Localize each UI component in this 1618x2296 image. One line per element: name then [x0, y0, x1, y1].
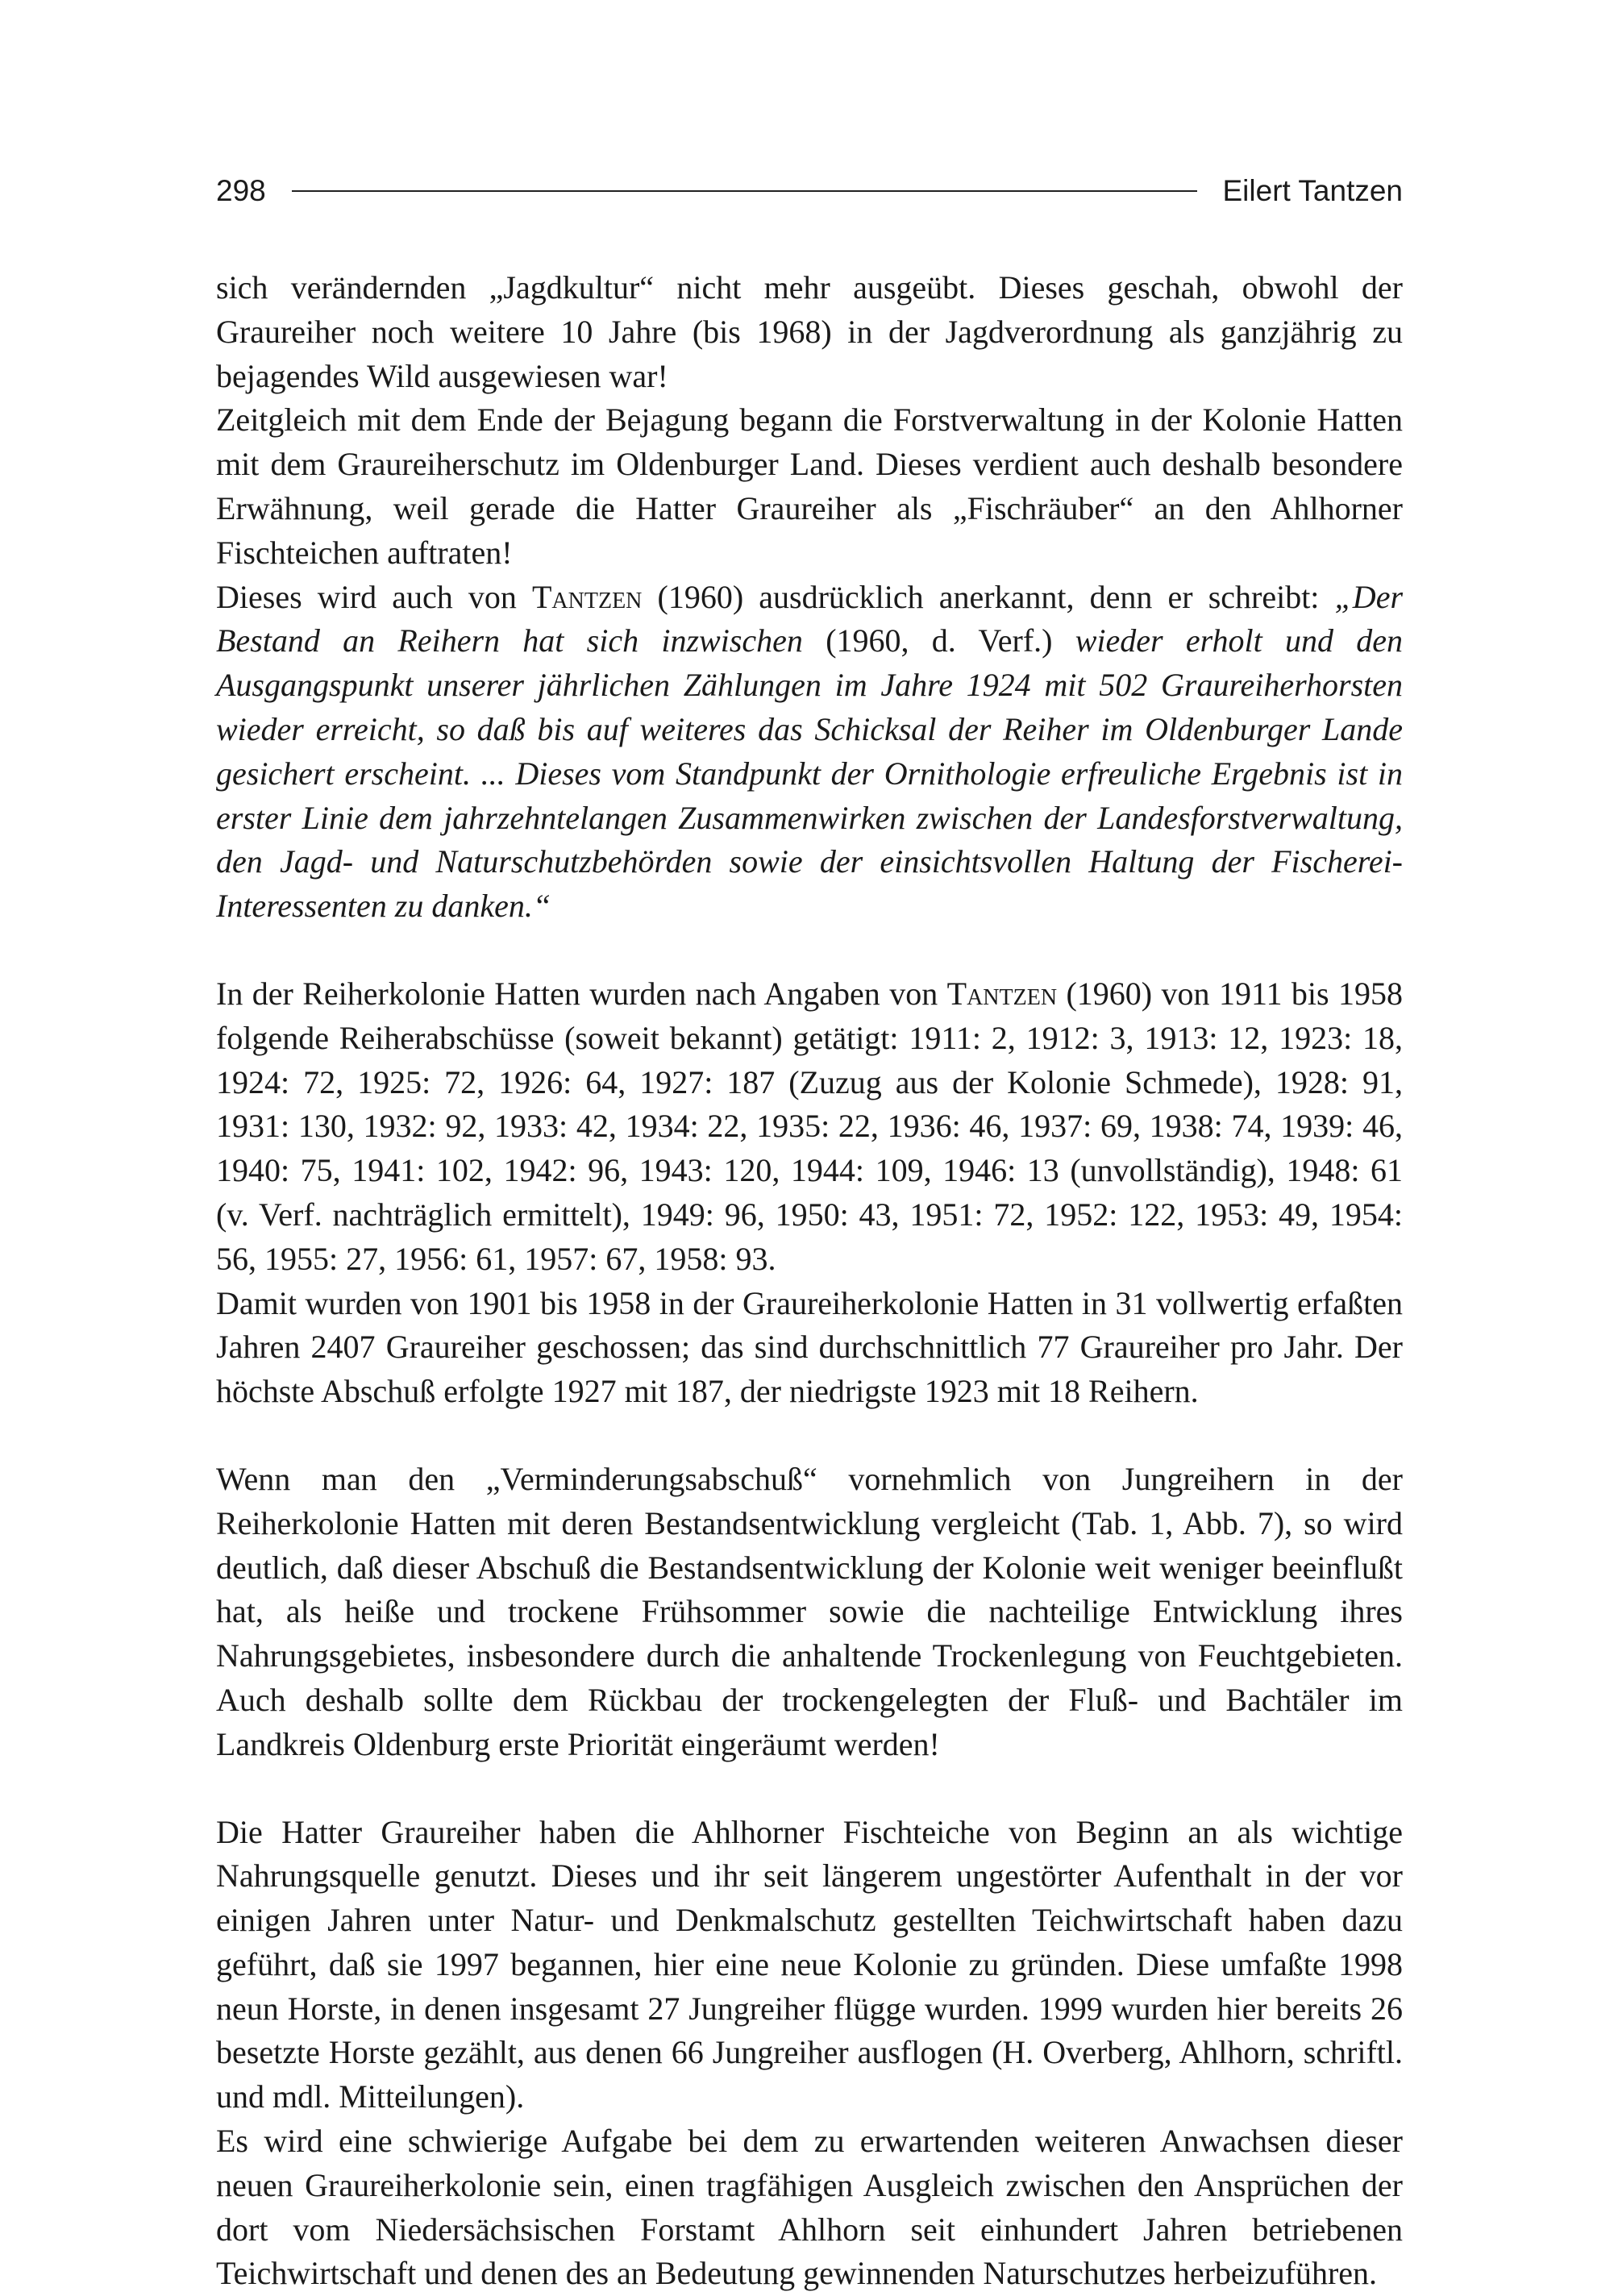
paragraph-2: Zeitgleich mit dem Ende der Bejagung begann die Forstverwaltung in der Kolonie Hatten mit dem Graureiherschutz im Oldenburger Land. Dieses verdient auch deshalb besondere Erwähnung, weil gerade die Hatter Graureiher als „Fischräuber“ an den Ahlhorner Fischteichen auftraten! — [216, 401, 1403, 571]
quote-part-2: wieder erholt und den Ausgangspunkt unserer jährlichen Zählungen im Jahre 1924 mit 502 Graureiherhorsten wieder erreicht, so daß bis auf weiteres das Schicksal der Reiher im Oldenburger Lande gesichert erscheint. ... Dieses vom Standpunkt der Ornithologie erfreuliche Ergebnis ist in erster Linie dem jahrzehntelangen Zusammenwirken zwischen der Landesforstverwaltung, den Jagd- und Naturschutzbehörden sowie der einsichtsvollen Haltung der Fischerei-Interessenten zu danken.“ — [216, 622, 1403, 925]
p3-text-b: (1960) ausdrücklich anerkannt, denn er schreibt: — [642, 578, 1335, 615]
running-title: Eilert Tantzen — [1222, 174, 1403, 207]
paragraph-4 — [216, 972, 1403, 1282]
running-header — [216, 171, 1403, 211]
p4-text-a: In der Reiherkolonie Hatten wurden nach Angaben von — [216, 975, 947, 1012]
header-rule — [292, 190, 1197, 192]
paragraph-8: Es wird eine schwierige Aufgabe bei dem zu erwartenden weiteren Anwachsen dieser neuen Graureiherkolonie sein, einen tragfähigen Ausgleich zwischen den Ansprüchen der dort vom Niedersächsischen Forstamt Ahlhorn seit einhundert Jahren betriebenen Teichwirtschaft und denen des an Bedeutung gewinnenden Naturschutzes herbeizuführen. — [216, 2123, 1403, 2292]
quote-part-1: „Der Bestand an Reihern hat sich inzwischen — [216, 578, 1404, 659]
author-name: Tantzen — [946, 975, 1058, 1012]
p3-text-a: Dieses wird auch von — [216, 578, 532, 615]
p4-text-b: (1960) von 1911 bis 1958 folgende Reiherabschüsse (soweit bekannt) getätigt: 1911: 2, 1912: 3, 1913: 12, 1923: 18, 1924: 72, 1925: 72, 1926: 64, 1927: 187 (Zuzug aus der Kolonie Schmede), 1928: 91, 1931: 130, 1932: 92, 1933: 42, 1934: 22, 1935: 22, 1936: 46, 1937: 69, 1938: 74, 1939: 46, 1940: 75, 1941: 102, 1942: 96, 1943: 120, 1944: 109, 1946: 13 (unvollständig), 1948: 61 (v. Verf. nachträglich ermittelt), 1949: 96, 1950: 43, 1951: 72, 1952: 122, 1953: 49, 1954: 56, 1955: 27, 1956: 61, 1957: 67, 1958: 93. — [216, 975, 1403, 1277]
paragraph-1: sich verändernden „Jagdkultur“ nicht mehr ausgeübt. Dieses geschah, obwohl der Graureiher noch weitere 10 Jahre (bis 1968) in der Jagdverordnung als ganzjährig zu bejagendes Wild ausgewiesen war! — [216, 269, 1403, 394]
paragraph-7: Die Hatter Graureiher haben die Ahlhorner Fischteiche von Beginn an als wichtige Nahrungsquelle genutzt. Dieses und ihr seit längerem ungestörter Aufenthalt in der vor einigen Jahren unter Natur- und Denkmalschutz gestellten Teichwirtschaft haben dazu geführt, daß sie 1997 begannen, hier eine neue Kolonie zu gründen. Diese umfaßte 1998 neun Horste, in denen insgesamt 27 Jungreiher flügge wurden. 1999 wurden hier bereits 26 besetzte Horste gezählt, aus denen 66 Jungreiher ausflogen (H. Overberg, Ahlhorn, schriftl. und mdl. Mitteilungen). — [216, 1813, 1403, 2115]
paragraph-5: Damit wurden von 1901 bis 1958 in der Graureiherkolonie Hatten in 31 vollwertig erfaßten Jahren 2407 Graureiher geschossen; das sind durchschnittlich 77 Graureiher pro Jahr. Der höchste Abschuß erfolgte 1927 mit 187, der niedrigste 1923 mit 18 Reihern. — [216, 1284, 1403, 1410]
author-name: Tantzen — [531, 578, 643, 615]
paragraph-6: Wenn man den „Verminderungsabschuß“ vornehmlich von Jungreihern in der Reiherkolonie Hatten mit deren Bestandsentwicklung vergleicht (Tab. 1, Abb. 7), so wird deutlich, daß dieser Abschuß die Bestandsentwicklung der Kolonie weit weniger beeinflußt hat, als heiße und trockene Frühsommer sowie die nachteilige Entwicklung ihres Nahrungsgebietes, insbesondere durch die anhaltende Trockenlegung von Feuchtgebieten. Auch deshalb sollte dem Rückbau der trockengelegten der Fluß- und Bachtäler im Landkreis Oldenburg erste Priorität eingeräumt werden! — [216, 1460, 1403, 1762]
paragraph-3 — [216, 576, 1403, 929]
page-number: 298 — [216, 174, 266, 207]
p3-text-c: (1960, d. Verf.) — [802, 622, 1075, 659]
body-text — [216, 266, 1403, 2296]
